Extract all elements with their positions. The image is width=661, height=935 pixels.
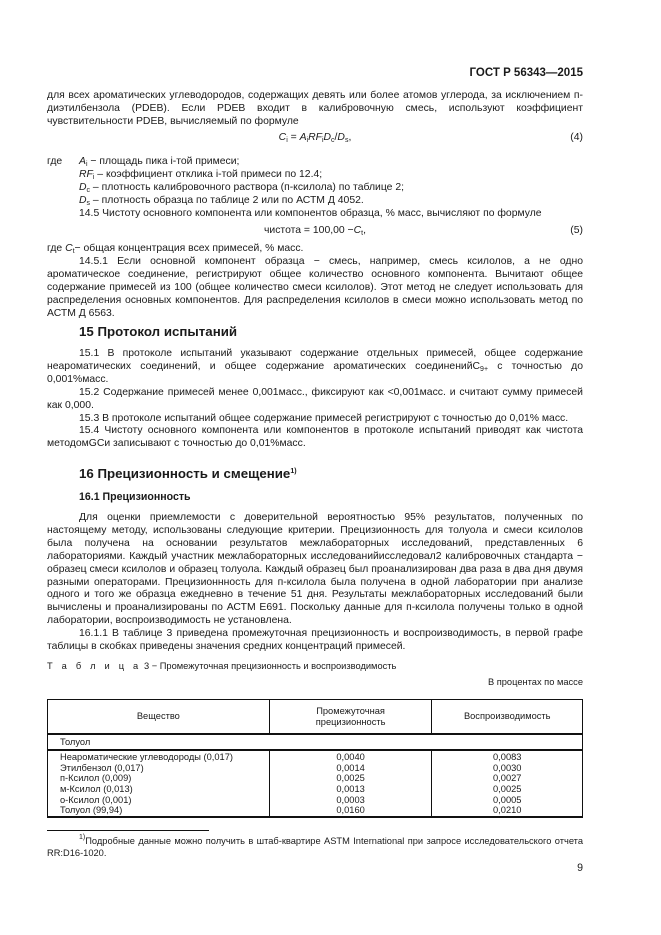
legend-item-ai: $A_i$ − площадь пика i-той примеси; <box>79 156 240 168</box>
formula-4 <box>47 132 583 145</box>
paragraph-16-1: Для оценки приемлемости с доверительной вероятностью 95% результатов, полученных по настоящему методу, использованы следующие критерии. Прецизионность для толуола и смеси ксилолов была получена на основании результатов межлабораторных исследований, представленных 6 лабораториями. Каждый участник межлабораторных исследованийисследовал2 калибровочных стандарта − образец смеси ксилолов и образец толуола. Каждый образец был проанализирован два раза в два дня двумя разными операторами. Прецизионнность для п-ксилола была получена в одной лаборатории при анализе одного и того же образца ежедневно в течение 51 дня. Результаты межлабораторных исследований были вычислены и проанализированы по АСТМ Е691. Поскольку данные для п-ксилола получены только в одной лаборатории, воспроизводимость не установлена. <box>47 512 583 627</box>
legend-item-ds: $D_s$ – плотность образца по таблице 2 или по АСТМ Д 4052. <box>79 194 364 207</box>
section-16-1-body <box>47 512 583 654</box>
formula-5-legend: где $C_t-$ общая концентрация всех примесей, % масс. <box>47 243 304 255</box>
footnote-mark: 1) <box>79 834 86 841</box>
section-16-heading: 16 Прецизионность и смещение$^{1)}$ <box>79 466 297 481</box>
footnote-mark: 1) <box>290 468 297 475</box>
paragraph-15-1: 15.1 В протоколе испытаний указывают содержание отдельных примесей, общее содержание неароматических соединений, и общее содержание ароматических соединенийC$_{9+}$ с точностью до 0,001%масс. <box>47 348 583 385</box>
group-label-toluene: Толуол <box>48 734 583 750</box>
paragraph-15-2: 15.2 Содержание примесей менее 0,001масс., фиксируют как <0,001масс. и считают сумму примесей как 0,000. <box>47 386 583 411</box>
where-label: где <box>47 156 63 167</box>
formula-5-number: (5) <box>570 225 583 236</box>
formula-4-expression: $C_i = A_iRF_iD_c/D_s$, <box>278 132 352 144</box>
column-header-substance: Вещество <box>48 700 270 735</box>
table-3-units: В процентах по массе <box>487 677 583 687</box>
page-number: 9 <box>577 862 583 874</box>
section-15-body <box>47 348 583 451</box>
intermediate-precision-cell: 0,0040 0,0014 0,0025 0,0013 0,0003 0,0160 <box>269 750 432 817</box>
table-row <box>48 750 583 817</box>
footnote-divider <box>47 830 209 831</box>
substance-cell: Неароматические углеводороды (0,017) Этилбензол (0,017) п-Ксилол (0,009) м-Ксилол (0,013) о-Ксилол (0,001) Толуол (99,94) <box>48 750 270 817</box>
footnote: $^{1)}$Подробные данные можно получить в штаб-квартире ASTM International при запросе исследовательского отчета RR:D16-1020. <box>47 834 583 858</box>
paragraph-15-3: 15.3 В протоколе испытаний общее содержание примесей регистрируют с точностью до 0,01% масс. <box>79 412 569 424</box>
section-15-heading: 15 Протокол испытаний <box>79 324 238 339</box>
paragraph-14-5: 14.5 Чистоту основного компонента или компонентов образца, % масс, вычисляют по формуле <box>79 207 542 219</box>
paragraph-16-1-1: 16.1.1 В таблице 3 приведена промежуточная прецизионность и воспроизводимость, в первой графе таблицы в скобках приведены значения средних концентраций примесей. <box>47 628 583 653</box>
column-header-reproducibility: Воспроизводимость <box>432 700 583 735</box>
column-header-intermediate-precision: Промежуточная прецизионность <box>269 700 432 735</box>
formula-5-expression: чистота = $100,00 -C_t$, <box>264 225 366 237</box>
reproducibility-cell: 0,0083 0,0030 0,0027 0,0025 0,0005 0,0210 <box>432 750 583 817</box>
section-16-1-heading: 16.1 Прецизионность <box>79 491 191 503</box>
legend-item-rfi: $RF_i$ – коэффициент отклика i-той примеси по 12.4; <box>79 168 323 181</box>
formula-5 <box>47 225 583 238</box>
table-group-row <box>48 734 583 750</box>
intro-text: для всех ароматических углеводородов, содержащих девять или более атомов углерода, за исключением п-диэтилбензола (PDEB). Если PDEB входит в калибровочную смесь, используют коэффициент чувствительности PDEB, вычисляемый по формуле <box>47 90 583 127</box>
formula-4-number: (4) <box>570 132 583 143</box>
intro-paragraph <box>47 90 583 129</box>
table-3-caption: Т а б л и ц а 3 − Промежуточная прецизионность и воспроизводимость <box>47 661 397 671</box>
where-label: где <box>47 243 63 254</box>
formula-4-legend <box>47 156 583 220</box>
paragraph-15-4: 15.4 Чистоту основного компонента или компонентов в протоколе испытаний приводят как чистота методомGCи записывают с точностью до 0,01%масс. <box>47 425 583 450</box>
document-code-header: ГОСТ Р 56343—2015 <box>469 67 583 79</box>
table-header-row <box>48 700 583 735</box>
paragraph-14-5-1: 14.5.1 Если основной компонент образца − смесь, например, смесь ксилолов, а не одно ароматическое соединение, регистрируют общее количество основного компонента. Вычитают общее содержание примесей из 100 (общее количество смеси ксилолов). Этот метод не следует использовать для распределения основных компонентов. Для распределения ксилолов в смеси можно использовать метод по АСТМ Д 6563. <box>47 256 583 319</box>
legend-item-dc: $D_c$ – плотность калибровочного раствора (п-ксилола) по таблице 2; <box>79 181 404 194</box>
table-3 <box>47 699 583 818</box>
